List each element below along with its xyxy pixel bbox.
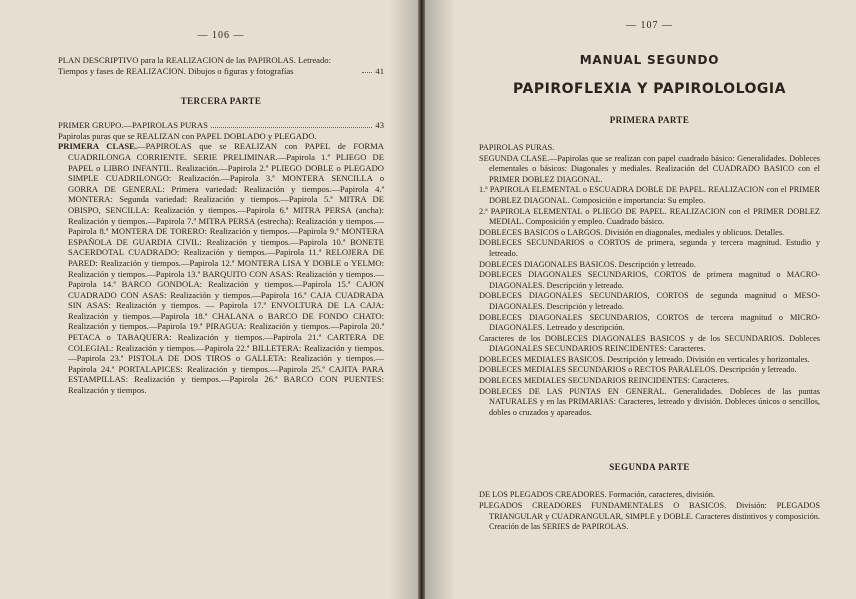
contents-paragraph: DOBLECES SECUNDARIOS o CORTOS de primera, segunda y tercera magnitud. Estudio y letreado. (479, 238, 820, 258)
right-page-number: — 107 — (626, 20, 673, 31)
contents-paragraph: SEGUNDA CLASE.—Papirolas que se realizan con papel cuadrado básico: Generalidades. Dobleces elementales o básicos: Diagonales y mediales. Realización del CUADRADO BASICO con el PRIMER DOBLEZ DIAGONAL. (479, 153, 820, 184)
left-page (0, 0, 418, 599)
toc-entry-plan-page: 41 (375, 65, 384, 76)
contents-paragraph: Caracteres de los DOBLECES DIAGONALES BASICOS y de los SECUNDARIOS. Dobleces DIAGONALES SECUNDARIOS REINCIDENTES: Caracteres. (479, 333, 820, 354)
book-gutter (418, 0, 425, 599)
contents-paragraph: PAPIROLAS PURAS. (479, 143, 555, 152)
contents-paragraph: DOBLECES DE LAS PUNTAS EN GENERAL. Generalidades. Dobleces de las puntas NATURALES y en las PRIMARIAS: Caracteres, letreado y división. Dobleces únicos o sencillos, dobles o cruzados y apareados. (479, 386, 820, 417)
contents-paragraph: DOBLECES DIAGONALES SECUNDARIOS, CORTOS de segunda magnitud o MESO-DIAGONALES. Descripción y letreado. (479, 291, 820, 311)
papirolas-puras-paragraph: Papirolas puras que se REALIZAN con PAPEL DOBLADO y PLEGADO. (58, 130, 317, 141)
primera-clase-label: PRIMERA CLASE. (58, 141, 138, 152)
contents-paragraph: PLEGADOS CREADORES FUNDAMENTALES O BASICOS. División: PLEGADOS TRIANGULAR y CUADRANGULAR, SIMPLE y DOBLE. Caracteres distintivos y composición. Creación de las SERIES de PAPIROLAS. (479, 501, 820, 532)
toc-entry-primer-grupo (58, 120, 384, 131)
contents-paragraph: DOBLECES MEDIALES SECUNDARIOS REINCIDENTES: Caracteres. (479, 376, 730, 386)
contents-paragraph: 1.ª PAPIROLA ELEMENTAL o ESCUADRA DOBLE DE PAPEL. REALIZACION con el PRIMER DOBLEZ DIAGONAL. Composición e importancia: Su empleo. (479, 185, 820, 205)
contents-paragraph: DOBLECES BASICOS o LARGOS. División en diagonales, mediales y oblicuos. Detalles. (479, 227, 785, 237)
primera-clase-text: —PAPIROLAS que se REALIZAN con PAPEL de FORMA CUADRILONGA CORRIENTE. SERIE PRELIMINAR.—Papirola 1.ª PLIEGO DE PAPEL o LIBRO INFANTIL. Realización.—Papirola 2.ª PLIEGO DOBLE o PLEGADO SIMPLE CUADRILONGO: Realización.—Papirola 3.ª MONTERA SENCILLA o GORRA DE GENERAL: Primera variedad: Realización y tiempos.—Papirola 4.ª MONTERA: Segunda variedad: Realización y tiempos.—Papirola 5.ª MITRA DE OBISPO, SENCILLA: Realización y tiempos.—Papirola 6.ª MITRA PERSA (ancha): Realización y tiempos.—Papirola 7.ª MITRA PERSA (estrecha): Realización y tiempos.—Papirola 8.ª MONTERA DE TORERO: Realización y tiempos.—Papirola 9.ª MONTERA ESPAÑOLA DE GUARDIA CIVIL: Realización y tiempos.—Papirola 10.ª BONETE SACERDOTAL CUADRADO: Realización y tiempos.—Papirola 11.ª RELOJERA DE PARED: Realización y tiempos.—Papirola 12.ª MONTERA LISA Y DOBLE o YELMO: Realización y tiempos.—Papirola 13.ª BARQUITO CON ASAS: Realización y tiempos.—Papirola 14.ª BARCO GONDOLA: Realización y tiempos.—Papirola 15.ª CAJON CUADRADO CON ASAS: Realización y tiempos.—Papirola 16.ª CAJA CUADRADA SIN ASAS: Realización y tiempos. — Papirola 17.ª ENVOLTURA DE LA CAJA: Realización y tiempos.—Papirola 18.ª CHALANA o BARCO DE FONDO CHATO: Realización y tiempos.—Papirola 19.ª PIRAGUA: Realización y tiempos.—Papirola 20.ª PETACA o TABAQUERA: Realización y tiempos.—Papirola 21.ª CARTERA DE COLEGIAL: Realización y tiempos.—Papirola 22.ª BILLETERA: Realización y tiempos.—Papirola 23.ª PISTOLA DE DOS TIROS o GALLETA: Realización y tiempos.—Papirola 24.ª PORTALAPICES: Realización y tiempos.—Papirola 25.ª CAJITA PARA ESTAMPILLAS: Realización y tiempos.—Papirola 26.ª BARCO CON PUENTES: Realización y tiempos. (68, 141, 384, 396)
contents-paragraph: 2.ª PAPIROLA ELEMENTAL o PLIEGO DE PAPEL. REALIZACION con el PRIMER DOBLEZ MEDIAL. Composición y empleo. Cuadrado básico. (479, 206, 820, 227)
section-heading-tercera-parte: TERCERA PARTE (180, 96, 262, 107)
toc-entry-primer-grupo-page: 43 (375, 120, 384, 131)
contents-paragraph: DE LOS PLEGADOS CREADORES. Formación, caracteres, división. (479, 490, 715, 500)
contents-paragraph: DOBLECES MEDIALES BASICOS. Descripción y letreado. División en verticales y horizontales. (479, 354, 810, 364)
toc-entry-plan-text: PLAN DESCRIPTIVO para la REALIZACION de las PAPIROLAS. Letreado: Tiempos y fases de REALIZACION. Dibujos o figuras y fotografías (58, 55, 331, 76)
main-title: PAPIROFLEXIA Y PAPIROLOLOGIA (513, 81, 786, 97)
contents-paragraph: DOBLECES DIAGONALES SECUNDARIOS, CORTOS de tercera magnitud o MICRO-DIAGONALES. Letreado y descripción. (479, 312, 820, 333)
primera-clase-paragraph (58, 141, 384, 395)
leader-dots (362, 72, 372, 73)
contents-paragraph: DOBLECES DIAGONALES BASICOS. Descripción y letreado. (479, 259, 696, 269)
contents-paragraph: DOBLECES MEDIALES SECUNDARIOS o RECTOS PARALELOS. Descripción y letreado. (479, 365, 797, 375)
right-page (425, 0, 856, 599)
leader-dots (211, 127, 373, 128)
contents-paragraph: DOBLECES DIAGONALES SECUNDARIOS, CORTOS de primera magnitud o MACRO-DIAGONALES. Descripción y letreado. (479, 270, 820, 290)
section-heading-segunda-parte: SEGUNDA PARTE (609, 462, 690, 473)
manual-title: MANUAL SEGUNDO (579, 53, 720, 67)
left-page-number: — 106 — (197, 30, 245, 41)
toc-entry-primer-grupo-text: PRIMER GRUPO.—PAPIROLAS PURAS (58, 120, 208, 131)
section-heading-primera-parte: PRIMERA PARTE (609, 115, 690, 125)
toc-entry-plan (58, 55, 384, 76)
